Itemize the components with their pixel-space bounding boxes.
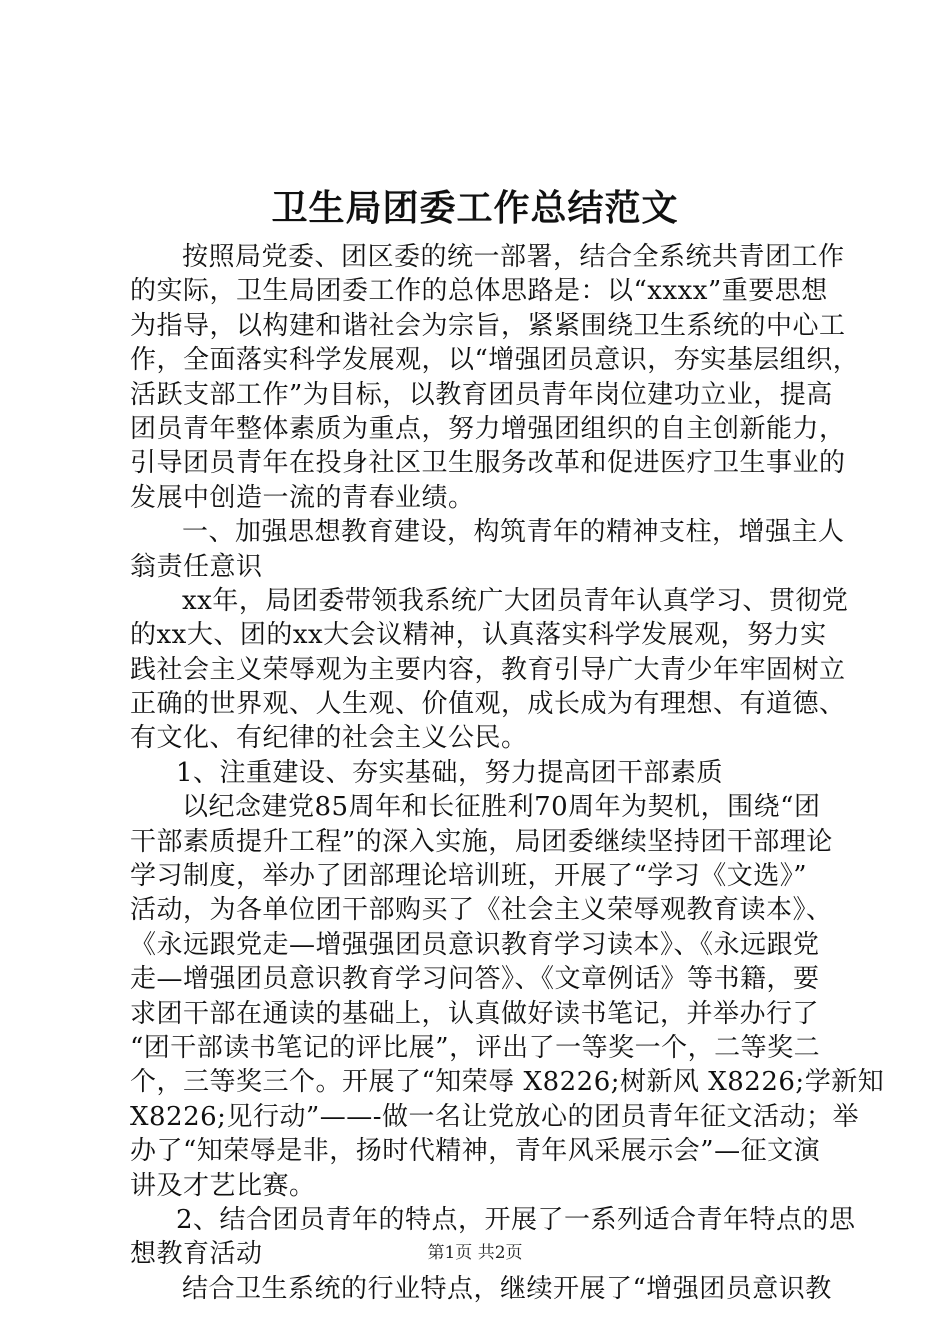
subsection-heading-line: 1、注重建设、夯实基础，努力提高团干部素质 — [176, 757, 724, 788]
paragraph-line: 的实际，卫生局团委工作的总体思路是：以“xxxx”重要思想 — [130, 276, 828, 307]
paragraph-line: X8226;见行动”——-做一名让党放心的团员青年征文活动；举 — [130, 1101, 860, 1132]
paragraph-line: 干部素质提升工程”的深入实施，局团委继续坚持团干部理论 — [130, 826, 833, 857]
section-heading-line: 一、加强思想教育建设，构筑青年的精神支柱，增强主人 — [182, 517, 845, 548]
paragraph-line: 作，全面落实科学发展观，以“增强团员意识，夯实基层组织， — [130, 345, 860, 376]
subsection-heading-line: 2、结合团员青年的特点，开展了一系列适合青年特点的思 — [176, 1204, 856, 1235]
paragraph-line: 活动，为各单位团干部购买了《社会主义荣辱观教育读本》、 — [130, 895, 833, 926]
document-title: 卫生局团委工作总结范文 — [271, 188, 679, 229]
paragraph-line: 正确的世界观、人生观、价值观，成长成为有理想、有道德、 — [130, 689, 846, 720]
paragraph-line: 有文化、有纪律的社会主义公民。 — [130, 723, 528, 754]
paragraph-line: 的xx大、团的xx大会议精神，认真落实科学发展观，努力实 — [130, 620, 827, 651]
paragraph-line: 个，三等奖三个。开展了“知荣辱 X8226;树新风 X8226;学新知 — [130, 1067, 885, 1098]
paragraph-line: 结合卫生系统的行业特点，继续开展了“增强团员意识教 — [182, 1273, 832, 1304]
paragraph-line: 为指导，以构建和谐社会为宗旨，紧紧围绕卫生系统的中心工 — [130, 310, 846, 341]
paragraph-line: 践社会主义荣辱观为主要内容，教育引导广大青少年牢固树立 — [130, 654, 846, 685]
document-body — [130, 240, 885, 1306]
subsection-heading-line: 想教育活动 — [130, 1239, 263, 1270]
paragraph-line: 讲及才艺比赛。 — [130, 1170, 316, 1201]
paragraph-line: 走—增强团员意识教育学习问答》、《文章例话》等书籍，要 — [130, 964, 820, 995]
paragraph-line: 以纪念建党85周年和长征胜利70周年为契机，围绕“团 — [182, 792, 821, 823]
section-heading-line: 翁责任意识 — [130, 551, 263, 582]
paragraph-line: 办了“知荣辱是非，扬时代精神，青年风采展示会”—征文演 — [130, 1136, 821, 1167]
paragraph-line: 活跃支部工作”为目标，以教育团员青年岗位建功立业，提高 — [130, 379, 833, 410]
page-indicator: 第1页 共2页 — [427, 1243, 523, 1263]
paragraph-line: 《永远跟党走—增强强团员意识教育学习读本》、《永远跟党 — [130, 929, 820, 960]
paragraph-line: 引导团员青年在投身社区卫生服务改革和促进医疗卫生事业的 — [130, 448, 846, 479]
paragraph-line: xx年，局团委带领我系统广大团员青年认真学习、贯彻党 — [182, 585, 849, 616]
paragraph-line: 按照局党委、团区委的统一部署，结合全系统共青团工作 — [182, 242, 845, 272]
paragraph-line: 学习制度，举办了团部理论培训班，开展了“学习《文选》” — [130, 861, 808, 892]
paragraph-line: 发展中创造一流的青春业绩。 — [130, 482, 475, 513]
paragraph-line: 团员青年整体素质为重点，努力增强团组织的自主创新能力， — [130, 413, 846, 444]
paragraph-line: “团干部读书笔记的评比展”，评出了一等奖一个，二等奖二 — [130, 1032, 821, 1063]
paragraph-line: 求团干部在通读的基础上，认真做好读书笔记，并举办行了 — [130, 998, 820, 1029]
